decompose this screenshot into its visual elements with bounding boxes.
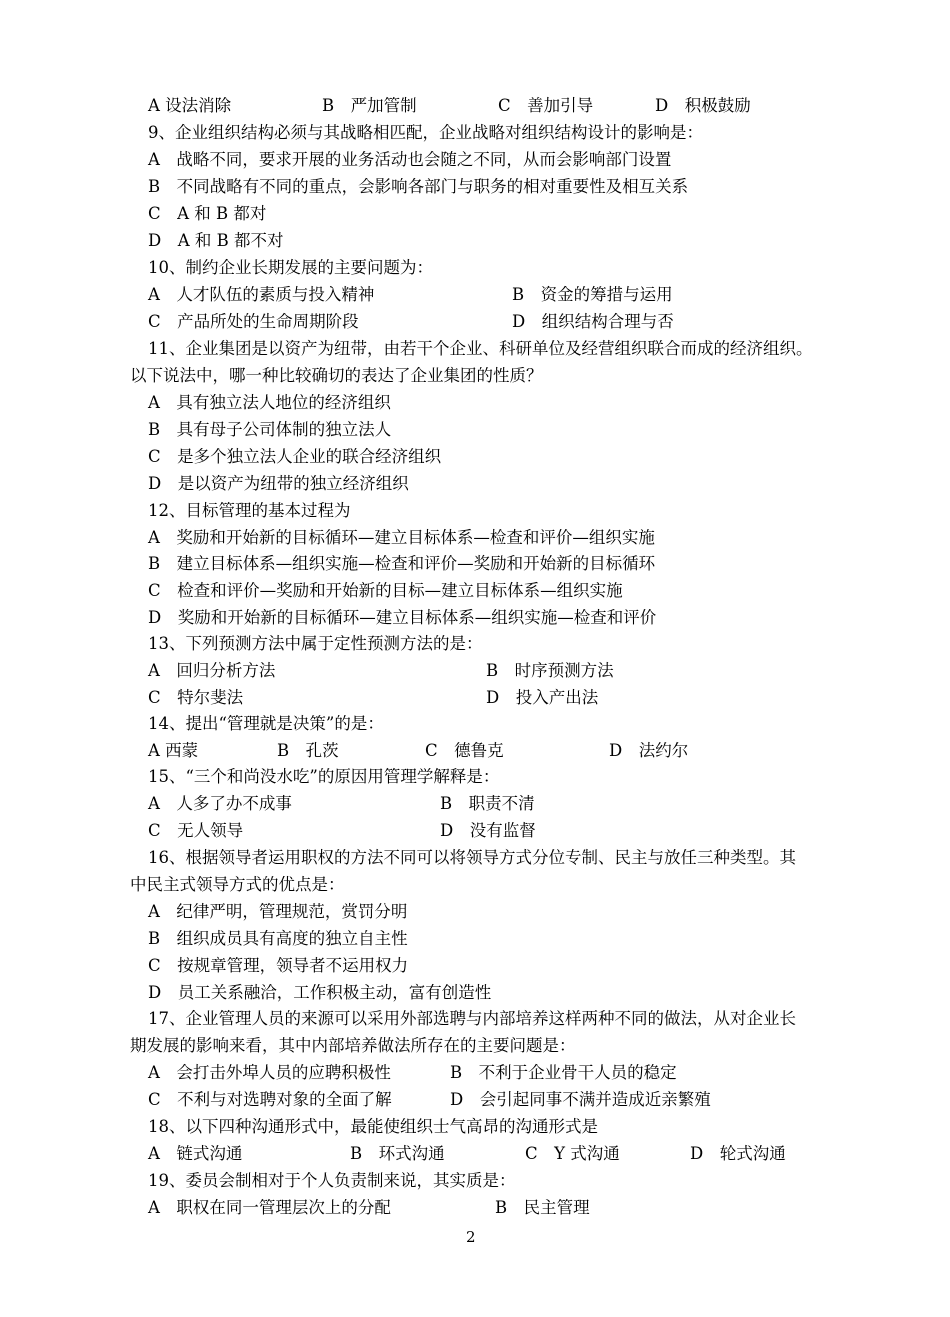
- q16-stem-line1: 16、根据领导者运用职权的方法不同可以将领导方式分位专制、民主与放任三种类型。其: [148, 848, 796, 867]
- q18-option-b: B 环式沟通: [350, 1144, 445, 1163]
- q11-option-c: C 是多个独立法人企业的联合经济组织: [148, 447, 442, 466]
- q14-option-c: C 德鲁克: [425, 741, 504, 760]
- q15-option-a: A 人多了办不成事: [148, 794, 292, 813]
- q11-option-b: B 具有母子公司体制的独立法人: [148, 420, 392, 439]
- q18-option-d: D 轮式沟通: [690, 1144, 786, 1163]
- q17-option-c: C 不利与对选聘对象的全面了解: [148, 1090, 392, 1109]
- q16-option-a: A 纪律严明，管理规范，赏罚分明: [148, 902, 408, 921]
- q16-stem-line2: 中民主式领导方式的优点是：: [130, 875, 345, 894]
- q13-option-d: D 投入产出法: [486, 688, 599, 707]
- q19-stem: 19、委员会制相对于个人负责制来说，其实质是：: [148, 1171, 516, 1190]
- q14-option-b: B 孔茨: [277, 741, 339, 760]
- q15-stem: 15、“三个和尚没水吃”的原因用管理学解释是：: [148, 767, 500, 786]
- q13-option-b: B 时序预测方法: [486, 661, 614, 680]
- q12-option-b: B 建立目标体系—组织实施—检查和评价—奖励和开始新的目标循环: [148, 554, 656, 573]
- q17-option-a: A 会打击外埠人员的应聘积极性: [148, 1063, 391, 1082]
- q8-option-b: B 严加管制: [322, 96, 417, 115]
- q10-stem: 10、制约企业长期发展的主要问题为：: [148, 258, 433, 277]
- q12-option-a: A 奖励和开始新的目标循环—建立目标体系—检查和评价—组织实施: [148, 528, 655, 547]
- q11-stem-line2: 以下说法中，哪一种比较确切的表达了企业集团的性质？: [130, 366, 543, 385]
- q18-option-c: C Y 式沟通: [525, 1144, 620, 1163]
- q16-option-d: D 员工关系融洽，工作积极主动，富有创造性: [148, 983, 492, 1002]
- q12-stem: 12、目标管理的基本过程为: [148, 501, 351, 520]
- q9-option-a: A 战略不同，要求开展的业务活动也会随之不同，从而会影响部门设置: [148, 150, 672, 169]
- q10-option-d: D 组织结构合理与否: [512, 312, 674, 331]
- q10-option-b: B 资金的筹措与运用: [512, 285, 673, 304]
- q9-option-b: B 不同战略有不同的重点，会影响各部门与职务的相对重要性及相互关系: [148, 177, 689, 196]
- q14-stem: 14、提出“管理就是决策”的是：: [148, 714, 384, 733]
- q9-option-d: D A 和 B 都不对: [148, 231, 284, 250]
- q8-option-d: D 积极鼓励: [655, 96, 751, 115]
- q13-stem: 13、下列预测方法中属于定性预测方法的是：: [148, 634, 483, 653]
- q16-option-c: C 按规章管理，领导者不运用权力: [148, 956, 409, 975]
- q13-option-a: A 回归分析方法: [148, 661, 276, 680]
- q15-option-c: C 无人领导: [148, 821, 244, 840]
- q11-option-d: D 是以资产为纽带的独立经济组织: [148, 474, 409, 493]
- q14-option-d: D 法约尔: [609, 741, 689, 760]
- q8-option-c: C 善加引导: [498, 96, 594, 115]
- q17-stem-line2: 期发展的影响来看，其中内部培养做法所存在的主要问题是：: [130, 1036, 576, 1055]
- q8-option-a: A 设法消除: [148, 96, 232, 115]
- page-number: 2: [466, 1228, 476, 1246]
- q18-stem: 18、以下四种沟通形式中，最能使组织士气高昂的沟通形式是: [148, 1117, 598, 1136]
- q15-option-b: B 职责不清: [440, 794, 535, 813]
- q19-option-b: B 民主管理: [495, 1198, 590, 1217]
- q19-option-a: A 职权在同一管理层次上的分配: [148, 1198, 391, 1217]
- q16-option-b: B 组织成员具有高度的独立自主性: [148, 929, 408, 948]
- q9-option-c: C A 和 B 都对: [148, 204, 267, 223]
- q17-option-d: D 会引起同事不满并造成近亲繁殖: [450, 1090, 711, 1109]
- q12-option-c: C 检查和评价—奖励和开始新的目标—建立目标体系—组织实施: [148, 581, 623, 600]
- q13-option-c: C 特尔斐法: [148, 688, 244, 707]
- q10-option-a: A 人才队伍的素质与投入精神: [148, 285, 375, 304]
- q10-option-c: C 产品所处的生命周期阶段: [148, 312, 359, 331]
- q15-option-d: D 没有监督: [440, 821, 536, 840]
- q17-option-b: B 不利于企业骨干人员的稳定: [450, 1063, 677, 1082]
- q11-stem-line1: 11、企业集团是以资产为纽带，由若干个企业、科研单位及经营组织联合而成的经济组织。: [148, 339, 813, 358]
- q14-option-a: A 西蒙: [148, 741, 199, 760]
- q11-option-a: A 具有独立法人地位的经济组织: [148, 393, 391, 412]
- q9-stem: 9、企业组织结构必须与其战略相匹配，企业战略对组织结构设计的影响是：: [148, 123, 703, 142]
- q18-option-a: A 链式沟通: [148, 1144, 243, 1163]
- q17-stem-line1: 17、企业管理人员的来源可以采用外部选聘与内部培养这样两种不同的做法，从对企业长: [148, 1009, 796, 1028]
- q12-option-d: D 奖励和开始新的目标循环—建立目标体系—组织实施—检查和评价: [148, 608, 657, 627]
